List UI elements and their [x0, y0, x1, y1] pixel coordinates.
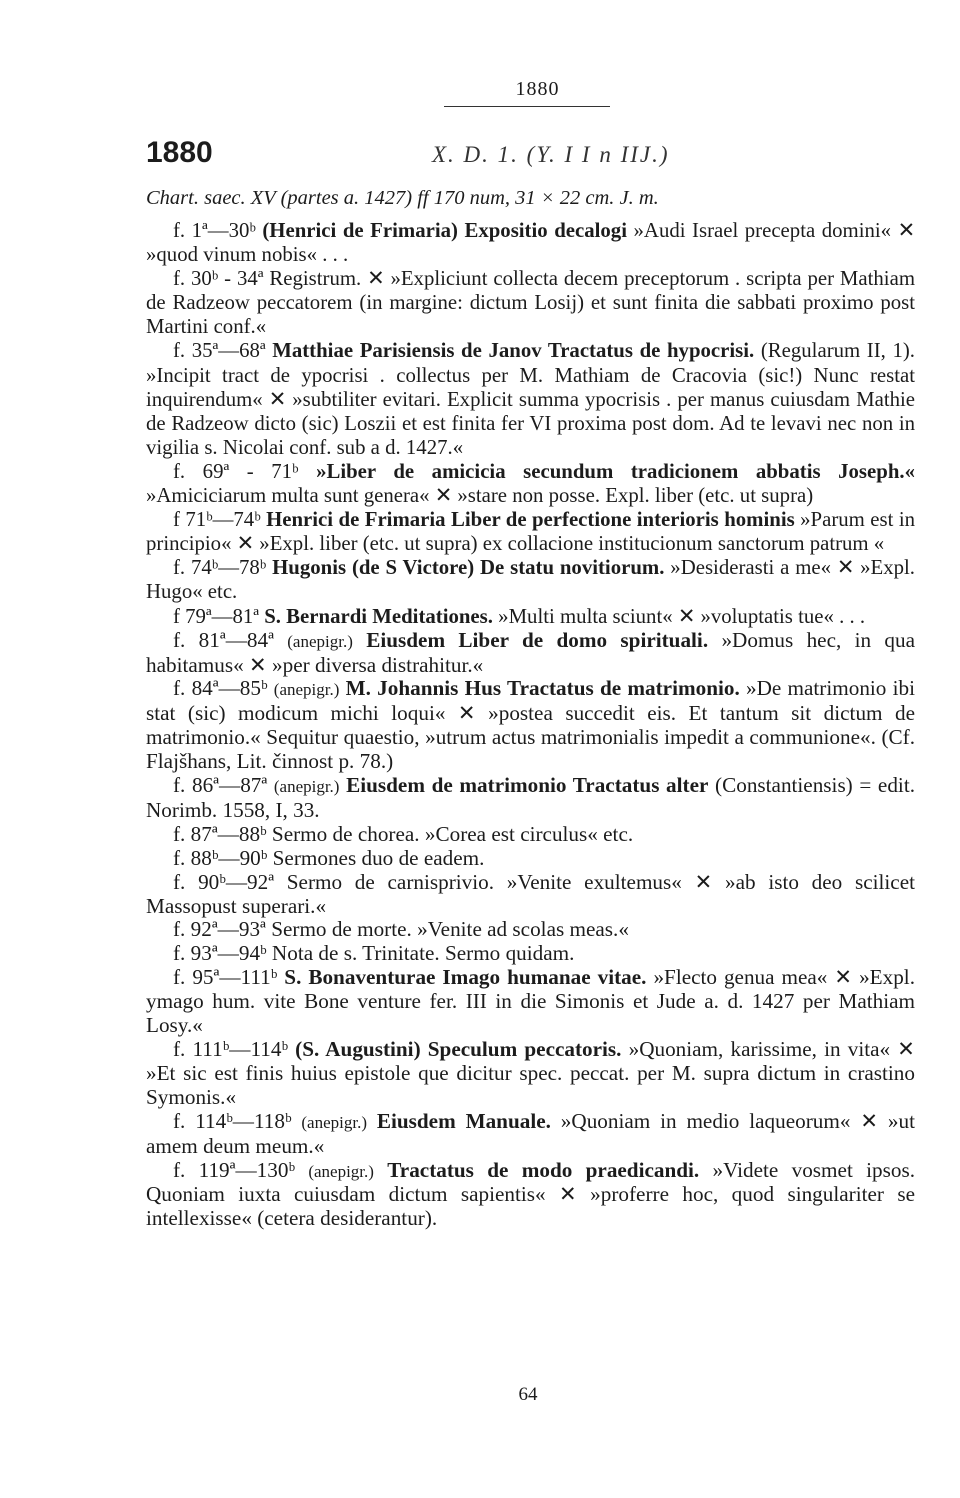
folio-range: f. 35ª—68ª [173, 339, 266, 363]
incipit-explicit: »Parum est in principio« ✕ »Expl. liber (etc. ut supra) ex collacione institucionum sanctorum patrum « [146, 508, 915, 556]
folio-range: f 79ª—81ª [173, 604, 259, 628]
content-item [146, 774, 915, 823]
incipit-explicit: »Desiderasti a me« ✕ »Expl. Hugo« etc. [146, 556, 916, 604]
incipit-explicit: »Quoniam, karissime, in vita« ✕ »Et sic est finis huius epistole que dicitur spec. peccat. per M. supra dictum in crastino Symonis.« [146, 1037, 915, 1109]
content-item [146, 918, 915, 942]
incipit-explicit: »Domus hec, in qua habitamus« ✕ »per diversa distrahitur.« [146, 627, 915, 677]
work-title: (Henrici de Frimaria) Expositio decalogi [262, 219, 627, 242]
folio-range: f. 111ᵇ—114ᵇ [173, 1037, 288, 1061]
physical-description: Chart. saec. XV (partes a. 1427) ff 170 num, 31 × 22 cm. J. m. [146, 187, 659, 209]
content-item [146, 871, 915, 919]
incipit-explicit: »Videte vosmet ipsos. Quoniam iuxta cuiusdam dictum sapientis« ✕ »proferre hoc, quod singulariter se intellexisse« (cetera desiderantur). [146, 1157, 915, 1231]
incipit-explicit: Sermo de chorea. »Corea est circulus« etc. [271, 821, 634, 846]
content-item [146, 267, 915, 339]
incipit-explicit: »De matrimonio ibi stat (sic) modicum michi loqui« ✕ »postea succedit eis. Et tantum sit dictum de matrimonio.« Sequitur quaestio, »utrum actus matrimonialis impedit a communione«. (Cf. Flajšhans, Lit. činnost p. 78.) [146, 676, 915, 774]
content-item [146, 942, 915, 966]
shelfmark: X. D. 1. (Y. I I n IIJ.) [432, 142, 670, 167]
work-title: »Liber de amicicia secundum tradicionem abbatis Joseph.« [316, 459, 915, 483]
entry-number: 1880 [146, 136, 213, 169]
work-title: Eiusdem Liber de domo spirituali. [366, 627, 709, 652]
work-title: M. Johannis Hus Tractatus de matrimonio. [345, 676, 740, 701]
work-title: Eiusdem Manuale. [376, 1108, 551, 1133]
work-title: Eiusdem de matrimonio Tractatus alter [346, 773, 709, 798]
content-item [146, 339, 915, 459]
content-item [146, 677, 915, 774]
anepigraph-note: (anepigr.) [273, 680, 340, 700]
folio-range: f 71ᵇ—74ᵇ [173, 508, 261, 532]
content-item [146, 847, 915, 871]
folio-range: f. 84ª—85ᵇ [173, 676, 268, 701]
anepigraph-note: (anepigr.) [273, 777, 340, 797]
anepigraph-note: (anepigr.) [308, 1161, 374, 1181]
folio-range: f. 119ª—130ᵇ [173, 1157, 296, 1182]
incipit-explicit: (Regularum II, 1). »Incipit tract de ypocrisi . collectus per M. Mathiam de Cracovia (sic!) Nunc restat inquirendum« ✕ »subtiliter evitari. Explicit summa ypocrisis . per manus cuiusdam Mathie de Radzeow dicto (sic) Loszii et est finita fer VI proxima post dom. Ad te levavi nec non in vigilia s. Nicolai conf. sub a d. 1427.« [146, 339, 915, 459]
page-number: 64 [518, 1384, 538, 1405]
content-item [146, 219, 915, 267]
work-title: S. Bernardi Meditationes. [264, 604, 493, 628]
work-title: Hugonis (de S Victore) De statu novitiorum. [272, 556, 665, 580]
incipit-explicit: Sermones duo de eadem. [272, 845, 485, 870]
incipit-explicit: (Constantiensis) = edit. Norimb. 1558, I, 33. [146, 773, 916, 822]
work-title: (S. Augustini) Speculum peccatoris. [295, 1037, 622, 1061]
incipit-explicit: »Flecto genua mea« ✕ »Expl. ymago hum. vite Bone venture fer. III in die Simonis et Jude a. d. 1427 per Mathiam Losy.« [146, 965, 915, 1038]
folio-range: f. 86ª—87ª [173, 773, 268, 798]
work-title: Henrici de Frimaria Liber de perfectione interioris hominis [266, 508, 795, 532]
anepigraph-note: (anepigr.) [301, 1112, 367, 1132]
folio-range: f. 114ᵇ—118ᵇ [173, 1108, 292, 1133]
incipit-explicit: Sermo de carnisprivio. »Venite exultemus« ✕ »ab isto deo scilicet Massopust superari.« [146, 869, 915, 918]
folio-range: f. 1ª—30ᵇ [173, 219, 256, 242]
content-item [146, 1038, 915, 1110]
work-title: Tractatus de modo praedicandi. [387, 1157, 700, 1182]
folio-range: f. 74ᵇ—78ᵇ [173, 556, 267, 580]
folio-range: f. 87ª—88ᵇ [173, 821, 267, 846]
folio-range: f. 30ᵇ - 34ª [173, 267, 264, 291]
entry-heading [146, 136, 916, 176]
folio-range: f. 69ª - 71ᵇ [173, 459, 299, 483]
contents-list [146, 219, 915, 1231]
content-item [146, 1159, 915, 1232]
content-item [146, 629, 915, 678]
content-item [146, 823, 915, 847]
running-head: 1880 [515, 78, 560, 100]
folio-range: f. 90ᵇ—92ª [173, 869, 275, 894]
content-item [146, 556, 915, 604]
incipit-explicit: »Audi Israel precepta domini« ✕ »quod vinum nobis« . . . [146, 219, 916, 267]
folio-range: f. 81ª—84ª [173, 627, 274, 652]
folio-range: f. 92ª—93ª [173, 917, 266, 942]
folio-range: f. 95ª—111ᵇ [173, 965, 278, 990]
work-title: Matthiae Parisiensis de Janov Tractatus de hypocrisi. [272, 339, 755, 363]
work-title: S. Bonaventurae Imago humanae vitae. [284, 965, 647, 990]
content-item [146, 605, 915, 629]
incipit-explicit: »Multi multa sciunt« ✕ »voluptatis tue« . . . [498, 604, 866, 628]
incipit-explicit: Sermo de morte. »Venite ad scolas meas.« [271, 917, 629, 942]
header-rule [444, 106, 610, 107]
incipit-explicit: »Amiciciarum multa sunt genera« ✕ »stare non posse. Expl. liber (etc. ut supra) [146, 484, 814, 508]
content-item [146, 966, 915, 1038]
content-item [146, 508, 915, 556]
content-item [146, 1110, 915, 1159]
content-item [146, 460, 915, 508]
incipit-explicit: »Quoniam in medio laqueorum« ✕ »ut amem deum meum.« [146, 1108, 915, 1158]
folio-range: f. 88ᵇ—90ᵇ [173, 845, 268, 870]
incipit-explicit: Registrum. ✕ »Expliciunt collecta decem preceptorum . scripta per Mathiam de Radzeow peccatorem (in margine: dictum Losij) et sunt finita die sabbati proximo post Martini conf.« [146, 267, 915, 339]
incipit-explicit: Nota de s. Trinitate. Sermo quidam. [271, 941, 575, 966]
anepigraph-note: (anepigr.) [287, 631, 353, 651]
folio-range: f. 93ª—94ᵇ [173, 941, 267, 966]
